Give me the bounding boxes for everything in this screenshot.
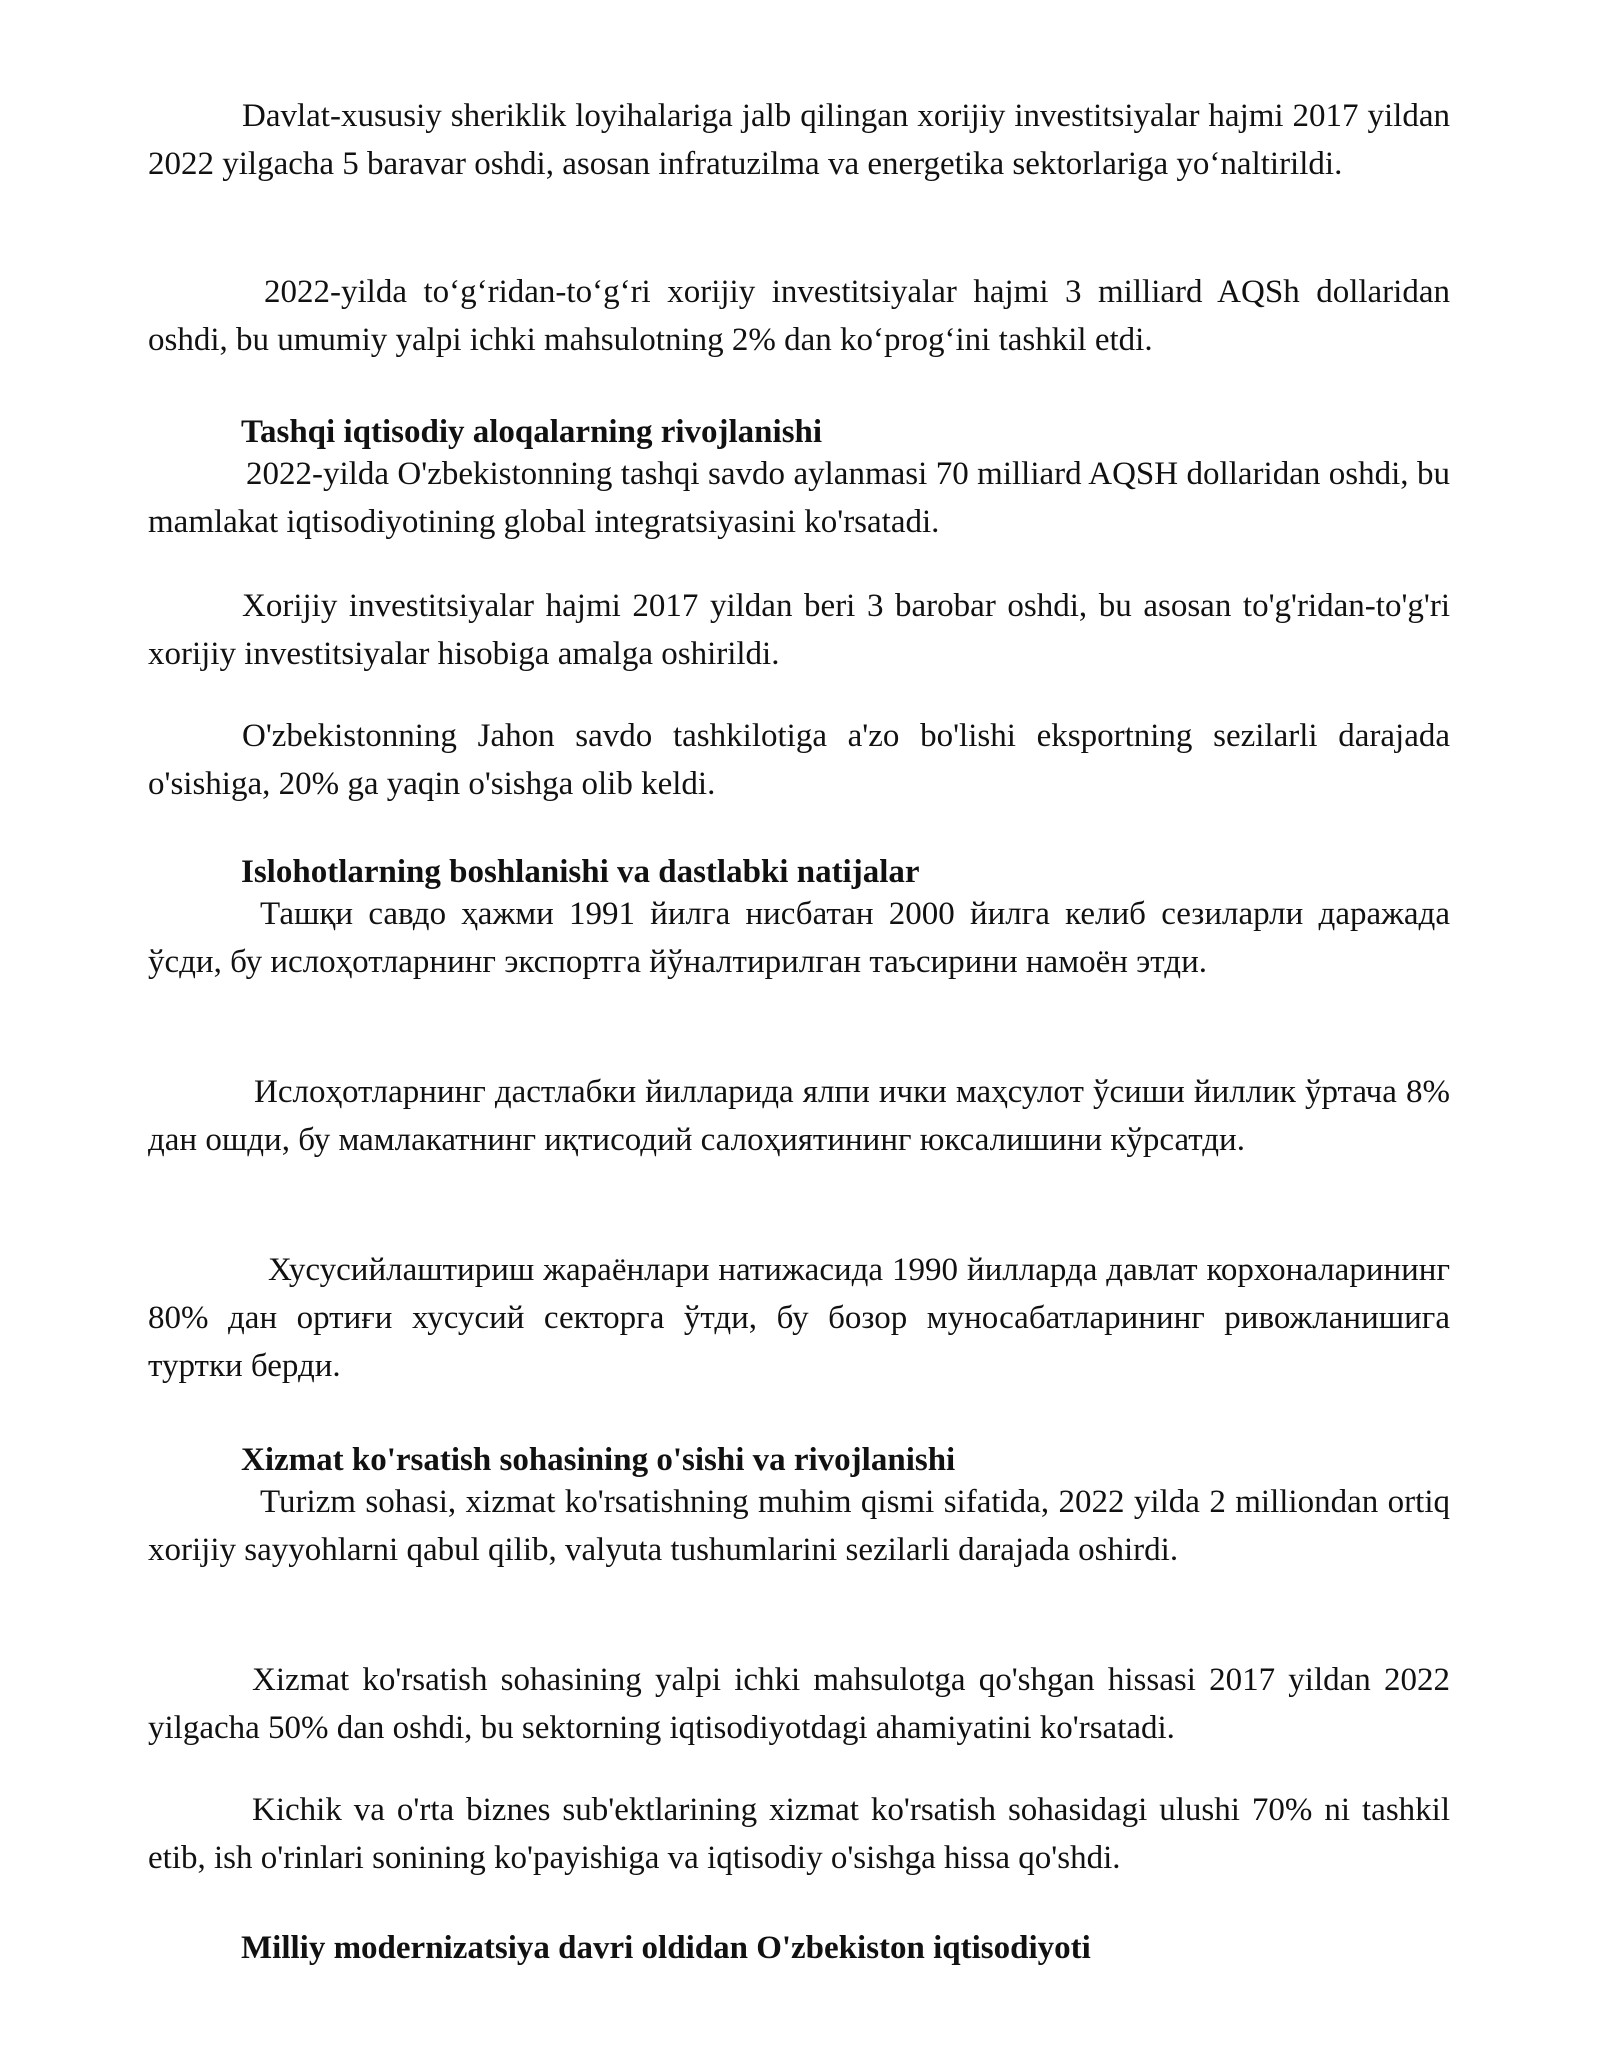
paragraph-small-business (148, 1786, 1450, 1882)
paragraph-text: Xorijiy investitsiyalar hajmi 2017 yildan beri 3 barobar oshdi, bu asosan to'g'ridan-to'g'ri xorijiy investitsiyalar hisobiga amalga oshirildi. (148, 588, 1450, 672)
paragraph-text: Kichik va o'rta biznes sub'ektlarining xizmat ko'rsatish sohasidagi ulushi 70% ni tashkil etib, ish o'rinlari sonining ko'payishiga va iqtisodiy o'sishga hissa qo'shdi. (148, 1792, 1450, 1876)
paragraph-gdp-growth (148, 1068, 1450, 1164)
paragraph-text: 2022-yilda to‘g‘ridan-to‘g‘ri xorijiy investitsiyalar hajmi 3 milliard AQSh dollaridan oshdi, bu umumiy yalpi ichki mahsulotning 2% dan ko‘prog‘ini tashkil etdi. (148, 274, 1450, 358)
paragraph-text: Xizmat ko'rsatish sohasining yalpi ichki mahsulotga qo'shgan hissasi 2017 yildan 2022 yilgacha 50% dan oshdi, bu sektorning iqtisodiyotdagi ahamiyatini ko'rsatadi. (148, 1662, 1450, 1746)
paragraph-text: Хусусийлаштириш жараёнлари натижасида 1990 йилларда давлат корхоналарининг 80% дан ортиғи хусусий секторга ўтди, бу бозор муносабатларининг ривожланишига туртки берди. (148, 1252, 1450, 1384)
section-heading-reforms-start: Islohotlarning boshlanishi va dastlabki natijalar (241, 854, 920, 890)
section-heading-external-relations: Tashqi iqtisodiy aloqalarning rivojlanishi (241, 414, 823, 450)
paragraph-text: 2022-yilda O'zbekistonning tashqi savdo aylanmasi 70 milliard AQSH dollaridan oshdi, bu mamlakat iqtisodiyotining global integratsiyasini ko'rsatadi. (148, 456, 1450, 540)
paragraph-tourism (148, 1478, 1450, 1574)
section-heading-national-modernization: Milliy modernizatsiya davri oldidan O'zbekiston iqtisodiyoti (241, 1930, 1091, 1966)
paragraph-text: Ислоҳотларнинг дастлабки йилларида ялпи ички маҳсулот ўсиши йиллик ўртача 8% дан ошди, бу мамлакатнинг иқтисодий салоҳиятининг юксалишини кўрсатди. (148, 1074, 1450, 1158)
paragraph-services-gdp-share (148, 1656, 1450, 1752)
paragraph-trade-turnover (148, 450, 1450, 546)
paragraph-foreign-trade-volume (148, 890, 1450, 986)
section-heading-services-sector: Xizmat ko'rsatish sohasining o'sishi va rivojlanishi (241, 1442, 956, 1478)
paragraph-text: Davlat-xususiy sheriklik loyihalariga jalb qilingan xorijiy investitsiyalar hajmi 2017 yildan 2022 yilgacha 5 baravar oshdi, asosan infratuzilma va energetika sektorlariga yo‘naltirildi. (148, 98, 1450, 182)
paragraph-fdi-2022 (148, 268, 1450, 364)
paragraph-foreign-investment-growth (148, 582, 1450, 678)
paragraph-text: Ташқи савдо ҳажми 1991 йилга нисбатан 2000 йилга келиб сезиларли даражада ўсди, бу ислоҳотларнинг экспортга йўналтирилган таъсирини намоён этди. (148, 896, 1450, 980)
paragraph-wto-membership (148, 712, 1450, 808)
paragraph-privatization (148, 1246, 1450, 1390)
paragraph-text: O'zbekistonning Jahon savdo tashkilotiga a'zo bo'lishi eksportning sezilarli darajada o'sishiga, 20% ga yaqin o'sishga olib keldi. (148, 718, 1450, 802)
paragraph-text: Turizm sohasi, xizmat ko'rsatishning muhim qismi sifatida, 2022 yilda 2 milliondan ortiq xorijiy sayyohlarni qabul qilib, valyuta tushumlarini sezilarli darajada oshirdi. (148, 1484, 1450, 1568)
paragraph-ppp-investments (148, 92, 1450, 188)
